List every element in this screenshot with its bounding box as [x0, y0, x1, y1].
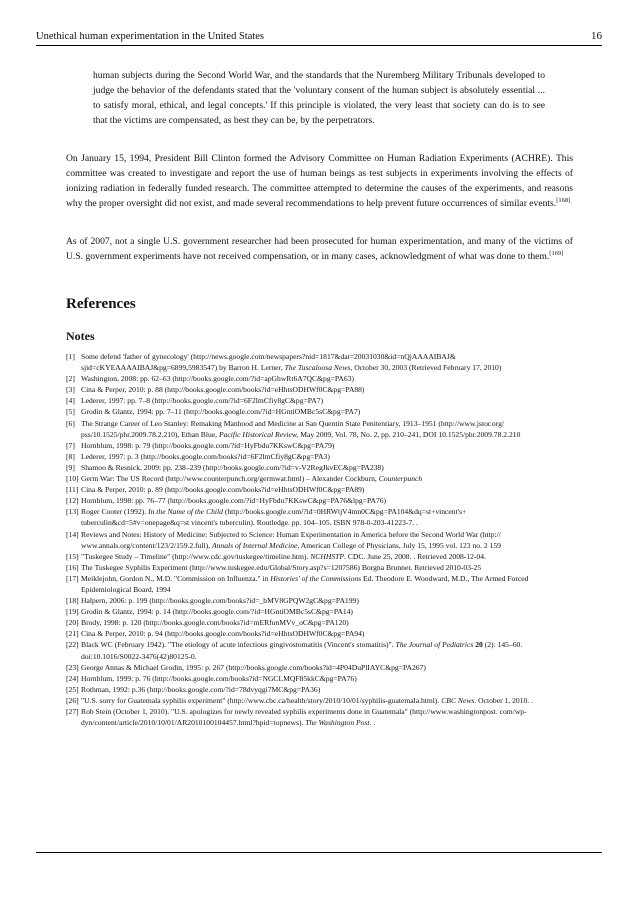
reference-note[interactable]: [66, 473, 576, 484]
note-number: [7]: [66, 440, 75, 450]
note-source-title: NCHHSTP: [310, 551, 344, 561]
note-number: [3]: [66, 385, 75, 395]
note-number: [20]: [66, 618, 79, 628]
note-text: Reviews and Notes: History of Medicine: Subjected to Science: Human Experimentation in America before the Second World War (http:// www.annals.org/content/123/2/159.2.full),: [81, 529, 501, 550]
note-text-tail: . October 1, 2010. .: [474, 695, 533, 705]
note-text-tail: May 2009, Vol. 78, No. 2, pp. 210–241, DOI 10.1525/phr.2009.78.2.210: [298, 429, 521, 439]
note-volume: 20: [473, 640, 483, 650]
page-header: [36, 30, 602, 46]
note-text: Some defend 'father of gynecology' (http://news.google.com/newspapers?nid=1817&dat=20031030&id=nQjAAAAIBAJ& sjid=cKYEAAAAIBAJ&pg=6899,5983547) by Barron H. Lerner,: [81, 352, 456, 373]
note-text: Hornblum, 1998: p. 79 (http://books.google.com/?id=HyFbdu7KKswC&pg=PA79): [81, 440, 335, 450]
note-source-title: The Tuscaloosa News: [284, 363, 351, 373]
note-number: [10]: [66, 474, 79, 484]
note-text: Rob Stein (October 1, 2010). "U.S. apologizes for newly revealed syphilis experiments done in Guatemala" (http://www.washingtonpost. com/wp-dyn/content/article/2010/10/01/AR2010100104457.html?hpid=topnews).: [81, 707, 527, 728]
reference-note[interactable]: [66, 351, 576, 373]
notes-heading: Notes: [66, 329, 95, 343]
reference-note[interactable]: [66, 551, 576, 562]
note-number: [23]: [66, 662, 79, 672]
note-text-tail: (http://books.google.com/?id=0HRWtjV4mn0C&pg=PA104&dq=st+vincent's+ tuberculin&cd=5#v=onepage&q=st vincent's tuberculin). Routledge. pp. 104–105. ISBN 978-0-203-41223-7. .: [81, 507, 467, 528]
note-text: Rothman, 1992: p.36 (http://books.google.com/?id=78dvyqgi7MC&pg=PA36): [81, 684, 321, 694]
references-heading: References: [66, 296, 136, 312]
note-source-title: In the Name of the Child: [148, 507, 223, 517]
note-text: Black WC (February 1942). "The etiology of acute infectious gingivostomatitis (Vincent's stomatitis)".: [81, 640, 396, 650]
reference-note[interactable]: [66, 406, 576, 417]
reference-note[interactable]: [66, 706, 576, 728]
note-number: [17]: [66, 573, 79, 583]
note-text: Hornblum, 1999: p. 76 (http://books.google.com/books?id=NGCLMQF85kkC&pg=PA76): [81, 673, 357, 683]
reference-note[interactable]: [66, 495, 576, 506]
note-number: [4]: [66, 396, 75, 406]
note-number: [18]: [66, 596, 79, 606]
note-number: [22]: [66, 640, 79, 650]
reference-note[interactable]: [66, 695, 576, 706]
note-text: Lederer, 1997: pp. 7–8 (http://books.google.com/?id=6F2lmCfiy8gC&pg=PA7): [81, 396, 324, 406]
note-number: [12]: [66, 496, 79, 506]
reference-note[interactable]: [66, 373, 576, 384]
note-number: [14]: [66, 529, 79, 539]
reference-note[interactable]: [66, 662, 576, 673]
reference-note[interactable]: [66, 684, 576, 695]
paragraph-achre-text: On January 15, 1994, President Bill Clinton formed the Advisory Committee on Human Radiation Experiments (ACHRE). This committee was created to investigate and report the use of human beings as test subjects in experiments involving the effects of ionizing radiation in federally funded research. The committee attempted to determine the causes of the experiments, and reasons why the proper oversight did not exist, and made several recommendations to help prevent future occurrences of similar events.: [66, 153, 573, 209]
note-number: [1]: [66, 352, 75, 361]
note-number: [21]: [66, 629, 79, 639]
paragraph-achre: [66, 151, 573, 211]
note-text: Grodin & Glantz, 1994: p. 14 (http://books.google.com/?id=HGntiOMBc5sC&pg=PA14): [81, 607, 353, 617]
notes-list: [66, 351, 576, 728]
note-text: Washington, 2008: pp. 62–63 (http://books.google.com/?id=apGhwRt6A7QC&pg=PA63): [81, 374, 355, 384]
note-text: "Tuskegee Study – Timeline" (http://www.cdc.gov/tuskegee/timeline.htm).: [81, 551, 311, 561]
page-number: 16: [591, 30, 602, 42]
note-source-title: Histories' of the Commissions: [270, 573, 362, 583]
block-quote: human subjects during the Second World War, and the standards that the Nuremberg Military Tribunals developed to judge the behavior of the defendants stated that the 'voluntary consent of the human subject is absolutely essential ... to satisfy moral, ethical, and legal concepts.' If this principle is violated, the very least that society can do is to see that the victims are compensated, as best they can be, by the perpetrators.: [93, 70, 545, 126]
footer-divider: [36, 852, 602, 853]
note-text: Cina & Perper, 2010: p. 88 (http://books.google.com/books?id=eHhtsODHWf0C&pg=PA88): [81, 385, 365, 395]
running-title: Unethical human experimentation in the United States: [36, 31, 265, 42]
note-text: Hornblum, 1998: pp. 76–77 (http://books.google.com/?id=HyFbdu7KKswC&pg=PA76&lpg=PA76): [81, 496, 387, 506]
note-number: [9]: [66, 462, 75, 472]
note-number: [11]: [66, 485, 79, 495]
note-number: [26]: [66, 695, 79, 705]
citation-link-168[interactable]: [168]: [556, 197, 571, 204]
note-number: [6]: [66, 418, 75, 428]
note-number: [5]: [66, 407, 75, 417]
note-number: [25]: [66, 684, 79, 694]
reference-note[interactable]: [66, 451, 576, 462]
reference-note[interactable]: [66, 628, 576, 639]
note-number: [24]: [66, 673, 79, 683]
note-source-title: Annals of Internal Medicine: [211, 540, 298, 550]
note-text-tail: (2): 145–60. doi:10.1016/S0022-3476(42)80125-0.: [81, 640, 523, 661]
paragraph-prosecution-text: As of 2007, not a single U.S. government researcher had been prosecuted for human experimentation, and many of the victims of U.S. government experiments have not received compensation, or in many cases, acknowledgment of what was done to them.: [66, 236, 573, 262]
reference-note[interactable]: [66, 673, 576, 684]
note-number: [19]: [66, 607, 79, 617]
note-source-title: The Journal of Pediatrics: [395, 640, 474, 650]
note-text: Shamoo & Resnick, 2009: pp. 238–239 (http://books.google.com/?id=v-V2RegJkvEC&pg=PA238): [81, 462, 384, 472]
reference-note[interactable]: [66, 462, 576, 473]
note-text-tail: , October 30, 2003 (Retrieved February 17, 2010): [350, 363, 502, 373]
reference-note[interactable]: [66, 506, 576, 528]
reference-note[interactable]: [66, 573, 576, 595]
note-text: "U.S. sorry for Guatemala syphilis experiment" (http://www.cbc.ca/health/story/2010/10/01/syphilis-guatemala.html).: [81, 695, 442, 705]
note-text: Meiklejohn, Gordon N., M.D. "Commission on Influenza." in: [81, 573, 271, 583]
reference-note[interactable]: [66, 606, 576, 617]
reference-note[interactable]: [66, 595, 576, 606]
reference-note[interactable]: [66, 639, 576, 661]
note-number: [8]: [66, 451, 75, 461]
note-text: Lederer, 1997: p. 3 (http://books.google.com/books?id=6F2lmCfiy8gC&pg=PA3): [81, 451, 330, 461]
note-number: [16]: [66, 562, 79, 572]
reference-note[interactable]: [66, 395, 576, 406]
reference-note[interactable]: [66, 529, 576, 551]
reference-note[interactable]: [66, 484, 576, 495]
note-number: [2]: [66, 374, 75, 384]
note-text: Germ War: The US Record (http://www.counterpunch.org/germwar.html) – Alexander Cockburn,: [81, 474, 379, 484]
note-source-title: Counterpunch: [378, 474, 423, 484]
note-source-title: CBC News: [441, 695, 475, 705]
note-text: Roger Cooter (1992).: [81, 507, 149, 517]
reference-note[interactable]: [66, 384, 576, 395]
note-text-tail: . CDC. June 25, 2008. . Retrieved 2008-12-04.: [343, 551, 486, 561]
note-text: Halpern, 2006: p. 199 (http://books.google.com/books?id=_bMV8GPQW2gC&pg=PA199): [81, 596, 359, 606]
note-text: Cina & Perper, 2010: p. 89 (http://books.google.com/books?id=eHhtsODHWf0C&pg=PA89): [81, 485, 365, 495]
note-number: [15]: [66, 551, 79, 561]
reference-note[interactable]: [66, 617, 576, 628]
note-text: Brody, 1998: p. 120 (http://books.google.com/books?id=mERfunMVv_oC&pg=PA120): [81, 618, 349, 628]
note-text-tail: . .: [369, 718, 376, 728]
reference-note[interactable]: [66, 562, 576, 573]
paragraph-prosecution: [66, 234, 573, 264]
note-text: Cina & Perper, 2010: p. 94 (http://books.google.com/books?id=eHhtsODHWf0C&pg=PA94): [81, 629, 365, 639]
note-source-title: The Washington Post: [305, 718, 370, 728]
note-text: The Strange Career of Leo Stanley: Remaking Manhood and Medicine at San Quentin State Penitentiary, 1913–1951 (http://www.jstor.org/ pss/10.1525/phr.2009.78.2.210), Ethan Blue,: [81, 418, 504, 439]
note-text-tail: , American College of Physicians, July 15, 1995 vol. 123 no. 2 159: [297, 540, 501, 550]
note-number: [27]: [66, 707, 79, 716]
note-text-tail: Ed. Theodore E. Woodward, M.D., The Armed Forced Epidemiological Board, 1994: [81, 573, 529, 594]
reference-note[interactable]: [66, 440, 576, 451]
note-text: The Tuskegee Syphilis Experiment (http://www.tuskegee.edu/Global/Story.asp?s=1207586) Borgna Brunner. Retrieved 2010-03-25: [81, 562, 482, 572]
note-text: Grodin & Glantz, 1994: pp. 7–11 (http://books.google.com/?id=HGntiOMBc5sC&pg=PA7): [81, 407, 361, 417]
note-text: George Annas & Michael Grodin, 1995: p. 267 (http://books.google.com/books?id=4P04DuPlIAYC&pg=PA267): [81, 662, 426, 672]
note-number: [13]: [66, 507, 79, 517]
citation-link-169[interactable]: [169]: [549, 250, 564, 257]
reference-note[interactable]: [66, 418, 576, 440]
note-source-title: Pacific Historical Review,: [218, 429, 299, 439]
